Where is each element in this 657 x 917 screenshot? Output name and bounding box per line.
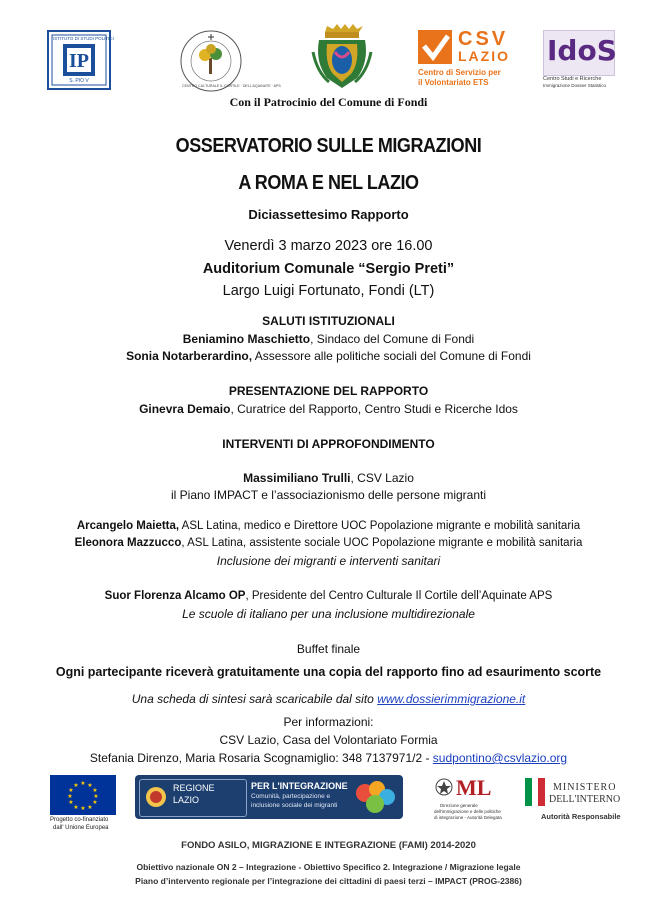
svg-text:★: ★ [92, 799, 98, 806]
fund-line: FONDO ASILO, MIGRAZIONE E INTEGRAZIONE (FAMI) 2014-2020 [181, 840, 476, 851]
intervento-1-speaker [0, 471, 657, 485]
svg-text:★: ★ [68, 787, 74, 794]
cortile-ring-text: CENTRO CULTURALE IL CORTILE · DELL'AQUINATE · APS [182, 84, 281, 88]
eu-caption-2: dall' Unione Europea [53, 825, 109, 831]
eu-logo [50, 775, 118, 835]
speaker-name: Massimiliano Trulli [243, 471, 351, 485]
ml-mark: ML [456, 775, 492, 800]
eu-caption-1: Progetto co-finanziato [50, 817, 109, 823]
ml-line1: Direzione generale [440, 803, 478, 808]
event-subtitle: Diciassettesimo Rapporto [248, 207, 409, 222]
svg-text:★: ★ [80, 780, 86, 787]
csv-title: CSV [458, 28, 509, 50]
ministero-interno-logo [525, 778, 635, 828]
info-contacts: Stefania Direnzo, Maria Rosaria Scognamiglio: 348 7137971/2 - [89, 751, 433, 765]
svg-text:★: ★ [87, 804, 93, 811]
csv-line2: il Volontariato ETS [418, 78, 489, 87]
intervento-3-speaker [0, 537, 657, 549]
intervento-4-topic: Le scuole di italiano per una inclusione multidirezionale [182, 607, 475, 621]
buffet-line: Buffet finale [296, 642, 361, 656]
intervento-2-speaker [0, 520, 657, 532]
scheda-text: Una scheda di sintesi sarà scaricabile dal sito [131, 692, 378, 706]
istituto-logo [47, 30, 114, 90]
speaker-role: , Presidente del Centro Culturale Il Cortile dell’Aquinate APS [245, 590, 553, 602]
csv-sub: LAZIO [458, 48, 510, 64]
info-heading: Per informazioni: [283, 715, 374, 729]
ml-line3: di integrazione - Autorità Delegata [434, 815, 502, 820]
coat-of-arms-icon [311, 22, 373, 92]
patronage-line: Con il Patrocinio del Comune di Fondi [229, 95, 428, 109]
cortile-logo [178, 28, 281, 94]
objective-line-1: Obiettivo nazionale ON 2 – Integrazione - Obiettivo Specifico 2. Integrazione / Migrazione legale [136, 862, 521, 872]
speaker-name: Sonia Notarberardino, [126, 349, 253, 363]
speaker-name: Ginevra Demaio [139, 402, 231, 416]
svg-text:★: ★ [80, 805, 86, 812]
idos-title: IdoS [547, 34, 617, 67]
speaker-name: Arcangelo Maietta, [76, 520, 180, 532]
saluti-speaker-1 [0, 332, 657, 346]
dossier-website-link[interactable]: www.dossierimmigrazione.it [377, 692, 526, 706]
regione-integrazione-banner [135, 775, 403, 819]
csv-lazio-logo [418, 28, 520, 90]
svg-text:★: ★ [73, 804, 79, 811]
speaker-role: , Curatrice del Rapporto, Centro Studi e Ricerche Idos [230, 402, 518, 416]
idos-line1: Centro Studi e Ricerche [543, 76, 602, 82]
speaker-name: Eleonora Mazzucco [74, 537, 182, 549]
event-address: Largo Luigi Fortunato, Fondi (LT) [222, 283, 435, 299]
speaker-name: Beniamino Maschietto [182, 332, 311, 346]
integr-line2: inclusione sociale dei migranti [251, 802, 338, 809]
regione-line1: REGIONE [173, 783, 215, 793]
integr-line1: Comunità, partecipazione e [251, 793, 331, 800]
istituto-top-text: ISTITUTO DI STUDI POLITICI [53, 36, 114, 41]
svg-text:★: ★ [73, 782, 79, 789]
speaker-role: , ASL Latina, assistente sociale UOC Popolazione migrante e mobilità sanitaria [181, 537, 583, 549]
repubblica-emblem-icon [434, 777, 454, 797]
ml-line2: dell'immigrazione e delle politiche [434, 809, 501, 814]
svg-text:★: ★ [68, 799, 74, 806]
idos-logo [543, 30, 619, 92]
speaker-role: , Sindaco del Comune di Fondi [310, 332, 475, 346]
saluti-speaker-2 [0, 349, 657, 363]
min-line2: DELL'INTERNO [549, 794, 621, 805]
ministero-lavoro-logo [430, 775, 510, 831]
saluti-heading: SALUTI ISTITUZIONALI [262, 314, 395, 328]
eu-flag-icon [50, 775, 116, 815]
istituto-mark: IP [69, 50, 89, 72]
presentazione-heading: PRESENTAZIONE DEL RAPPORTO [228, 384, 429, 398]
svg-text:★: ★ [67, 793, 73, 800]
scheda-line [0, 692, 657, 706]
speaker-role: ASL Latina, medico e Direttore UOC Popolazione migrante e mobilità sanitaria [179, 520, 581, 532]
copy-notice: Ogni partecipante riceverà gratuitamente una copia del rapporto fino ad esaurimento scorte [55, 665, 602, 679]
event-venue: Auditorium Comunale “Sergio Preti” [202, 261, 455, 277]
speaker-role: Assessore alle politiche sociali del Comune di Fondi [252, 349, 531, 363]
fondi-coat-of-arms [311, 22, 373, 92]
istituto-bottom-text: S. PIO V [69, 78, 89, 84]
hands-icon [351, 777, 399, 817]
event-title-line2: A ROMA E NEL LAZIO [238, 172, 419, 194]
info-contacts-line [0, 751, 657, 765]
contact-email-link[interactable]: sudpontino@csvlazio.org [432, 751, 568, 765]
event-title-line1: OSSERVATORIO SULLE MIGRAZIONI [175, 135, 482, 157]
info-org: CSV Lazio, Casa del Volontariato Formia [219, 733, 438, 747]
svg-text:★: ★ [92, 787, 98, 794]
italy-flag-icon [525, 778, 545, 806]
min-line1: MINISTERO [553, 782, 617, 793]
svg-text:★: ★ [93, 793, 99, 800]
regione-emblem-icon [145, 786, 167, 808]
integr-title: PER L'INTEGRAZIONE [251, 781, 348, 791]
idos-line2: Immigrazione Dossier Statistico [543, 83, 607, 88]
intervento-4-speaker [0, 590, 657, 602]
interventi-heading: INTERVENTI DI APPROFONDIMENTO [222, 437, 435, 451]
intervento-1-topic: il Piano IMPACT e l’associazionismo delle persone migranti [170, 488, 487, 502]
objective-line-2: Piano d’intervento regionale per l’integrazione dei cittadini di paesi terzi – IMPACT (PROG-2386) [135, 876, 522, 886]
presentazione-speaker [0, 402, 657, 416]
event-date: Venerdì 3 marzo 2023 ore 16.00 [224, 238, 433, 254]
svg-text:★: ★ [87, 782, 93, 789]
min-caption: Autorità Responsabile [541, 812, 621, 821]
speaker-name: Suor Florenza Alcamo OP [104, 590, 246, 602]
intervento-3-topic: Inclusione dei migranti e interventi sanitari [216, 554, 441, 568]
csv-check-icon [418, 30, 454, 66]
speaker-role: , CSV Lazio [350, 471, 414, 485]
regione-line2: LAZIO [173, 795, 200, 805]
csv-line1: Centro di Servizio per [418, 68, 501, 77]
